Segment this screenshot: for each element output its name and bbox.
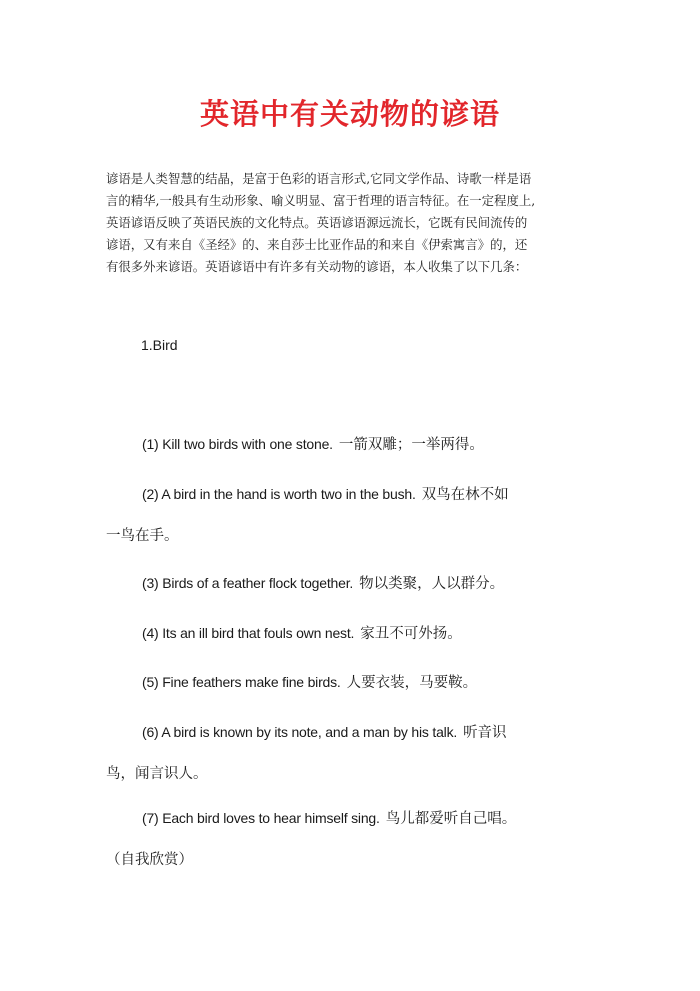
proverb-english: (1) Kill two birds with one stone.: [142, 436, 333, 452]
proverb-chinese: 双鸟在林不如: [421, 487, 509, 503]
proverb-item: [106, 613, 606, 655]
proverb-chinese: 一箭双雕；一举两得。: [338, 437, 484, 453]
proverb-item: [106, 712, 606, 795]
proverb-item: [106, 563, 606, 605]
proverb-english: (6) A bird is known by its note, and a man by his talk.: [142, 724, 458, 740]
proverb-item: [106, 798, 606, 881]
section-heading: 1.Bird: [141, 337, 178, 353]
proverb-english: (2) A bird in the hand is worth two in the bush.: [142, 486, 416, 502]
proverb-english: (7) Each bird loves to hear himself sing.: [142, 810, 380, 826]
proverb-english: (3) Birds of a feather flock together.: [142, 575, 354, 591]
intro-line: 英语谚语反映了英语民族的文化特点。英语谚语源远流长，它既有民间流传的: [106, 215, 528, 230]
proverb-chinese: 鸟儿都爱听自己唱。: [385, 811, 517, 827]
proverb-item: [106, 424, 606, 466]
proverb-chinese: 物以类聚，人以群分。: [359, 576, 505, 592]
proverb-item: [106, 662, 606, 704]
proverb-english: (5) Fine feathers make fine birds.: [142, 674, 341, 690]
page-title: 英语中有关动物的谚语: [199, 97, 500, 131]
proverb-chinese-continued: （自我欣赏）: [106, 852, 193, 868]
intro-line: 言的精华,一般具有生动形象、喻义明显、富于哲理的语言特征。在一定程度上,: [106, 193, 536, 208]
proverb-chinese-continued: 鸟，闻言识人。: [106, 766, 208, 782]
proverb-chinese: 人要衣装，马要鞍。: [346, 675, 478, 691]
intro-paragraph: [106, 168, 598, 278]
intro-line: 有很多外来谚语。英语谚语中有许多有关动物的谚语，本人收集了以下几条：: [106, 259, 528, 274]
proverb-chinese: 听音识: [463, 725, 507, 741]
proverb-chinese: 家丑不可外扬。: [360, 626, 462, 642]
proverb-english: (4) Its an ill bird that fouls own nest.: [142, 625, 355, 641]
intro-line: 谚语，又有来自《圣经》的、来自莎士比亚作品的和来自《伊索寓言》的，还: [106, 237, 528, 252]
intro-line: 谚语是人类智慧的结晶，是富于色彩的语言形式,它同文学作品、诗歌一样是语: [106, 171, 532, 186]
proverb-item: [106, 474, 606, 557]
proverb-chinese-continued: 一鸟在手。: [106, 528, 179, 544]
